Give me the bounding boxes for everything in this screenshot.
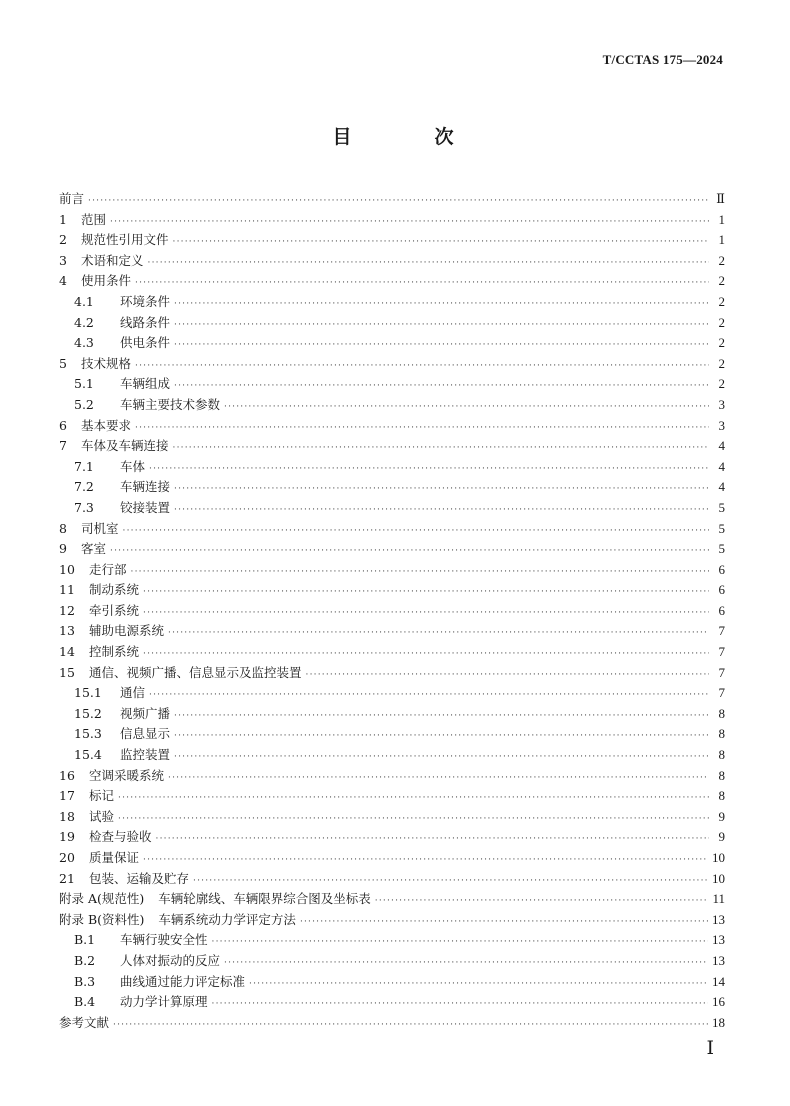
toc-entry[interactable] <box>59 498 725 519</box>
toc-entry[interactable] <box>59 766 725 787</box>
toc-entry[interactable] <box>59 827 725 848</box>
toc-entry[interactable] <box>59 539 725 560</box>
toc-entry-label: 空调采暖系统 <box>89 767 165 783</box>
toc-entry-number: 附录 B(资料性) <box>59 911 145 927</box>
toc-entry-page: 2 <box>718 355 725 371</box>
toc-entry-number: 16 <box>59 767 75 783</box>
toc-entry-number: 2 <box>59 232 67 248</box>
toc-entry-number: 4.3 <box>74 335 94 351</box>
toc-entry-label: 通信 <box>120 685 146 701</box>
toc-dot-leader <box>156 834 709 844</box>
toc-entry-label: 车体及车辆连接 <box>81 438 169 454</box>
toc-entry-label: 视频广播 <box>120 705 171 721</box>
toc-entry[interactable] <box>59 910 725 931</box>
toc-entry[interactable] <box>59 292 725 313</box>
toc-dot-leader <box>168 628 709 638</box>
toc-entry-label: 车辆轮廓线、车辆限界综合图及坐标表 <box>158 891 371 907</box>
toc-dot-leader <box>135 361 709 371</box>
toc-entry[interactable] <box>59 1013 725 1034</box>
toc-entry-label: 车辆连接 <box>120 479 171 495</box>
toc-entry-number: 7.3 <box>74 499 94 515</box>
toc-entry-page: 18 <box>712 1014 725 1030</box>
toc-dot-leader <box>118 814 709 824</box>
toc-entry-number: 10 <box>59 561 75 577</box>
toc-entry-label: 质量保证 <box>89 850 140 865</box>
toc-entry-page: 7 <box>718 623 725 639</box>
toc-entry-number: 3 <box>59 252 67 268</box>
toc-dot-leader <box>174 299 709 309</box>
toc-entry-number: 14 <box>59 644 75 660</box>
toc-entry-number: 11 <box>59 582 75 598</box>
toc-entry[interactable] <box>59 683 725 704</box>
toc-dot-leader <box>168 773 709 783</box>
toc-entry[interactable] <box>59 189 725 210</box>
toc-entry-number: 1 <box>59 211 67 227</box>
toc-entry-number: 4 <box>59 273 67 289</box>
toc-entry-number: 附录 A(规范性) <box>59 891 145 907</box>
toc-entry[interactable] <box>59 869 725 890</box>
toc-entry-number: 15.4 <box>74 747 102 763</box>
toc-entry-number: 21 <box>59 870 75 886</box>
toc-entry-label: 信息显示 <box>120 726 171 742</box>
toc-entry-label: 线路条件 <box>120 314 171 330</box>
toc-entry-page: 7 <box>718 685 725 701</box>
toc-entry-page: 5 <box>718 520 725 536</box>
toc-entry-label: 前言 <box>59 191 85 206</box>
toc-dot-leader <box>113 1020 708 1030</box>
toc-entry-page: 6 <box>718 561 725 577</box>
toc-entry-page: 2 <box>718 314 725 330</box>
toc-entry-label: 使用条件 <box>81 273 132 289</box>
toc-entry-page: 8 <box>718 767 725 783</box>
toc-entry-number: 18 <box>59 808 75 824</box>
toc-entry-label: 规范性引用文件 <box>81 232 169 248</box>
toc-entry-label: 曲线通过能力评定标准 <box>120 973 246 989</box>
toc-entry-number: B.1 <box>74 932 96 948</box>
toc-dot-leader <box>193 876 708 886</box>
toc-entry[interactable] <box>59 519 725 540</box>
toc-dot-leader <box>173 443 709 453</box>
toc-entry-page: 10 <box>712 870 725 886</box>
toc-entry-number: 7 <box>59 438 67 454</box>
toc-entry-label: 车辆行驶安全性 <box>120 932 208 948</box>
toc-entry-label: 车辆系统动力学评定方法 <box>158 911 296 927</box>
toc-entry-page: 13 <box>712 952 725 968</box>
toc-entry-label: 控制系统 <box>89 644 140 660</box>
standard-code: T/CCTAS 175—2024 <box>602 52 723 67</box>
toc-entry-number: 5.1 <box>74 376 94 392</box>
toc-entry-label: 参考文献 <box>59 1014 110 1030</box>
toc-dot-leader <box>174 381 709 391</box>
toc-entry-label: 制动系统 <box>89 582 140 598</box>
toc-dot-leader <box>131 567 709 577</box>
toc-dot-leader <box>135 423 709 433</box>
toc-entry-label: 客室 <box>81 541 107 557</box>
toc-dot-leader <box>88 196 709 206</box>
toc-entry-number: 15 <box>59 664 75 680</box>
toc-entry-number: 7.2 <box>74 479 94 495</box>
toc-entry-label: 铰接装置 <box>120 499 171 515</box>
page-number: Ⅰ <box>706 1038 714 1059</box>
toc-entry-page: 2 <box>718 252 725 268</box>
toc-dot-leader <box>174 484 709 494</box>
toc-dot-leader <box>174 340 709 350</box>
toc-entry[interactable] <box>59 354 725 375</box>
toc-entry[interactable] <box>59 642 725 663</box>
page-title: 目 次 <box>332 126 486 148</box>
toc-dot-leader <box>300 917 708 927</box>
toc-entry-page: 3 <box>718 396 725 412</box>
toc-entry[interactable] <box>59 457 725 478</box>
toc-entry[interactable] <box>59 889 725 910</box>
toc-entry-label: 走行部 <box>89 561 127 577</box>
toc-dot-leader <box>174 505 709 515</box>
toc-entry-number: 5.2 <box>74 396 94 412</box>
toc-entry-label: 术语和定义 <box>81 252 144 268</box>
toc-entry-number: 15.2 <box>74 705 102 721</box>
toc-entry-label: 监控装置 <box>120 747 171 763</box>
toc-entry-label: 检查与验收 <box>89 829 152 845</box>
toc-entry-label: 环境条件 <box>120 293 171 309</box>
toc-entry-label: 司机室 <box>81 520 119 536</box>
toc-entry-page: 6 <box>718 582 725 598</box>
toc-dot-leader <box>148 258 709 268</box>
toc-dot-leader <box>224 958 708 968</box>
toc-entry-number: 6 <box>59 417 67 433</box>
toc-entry-page: 2 <box>718 376 725 392</box>
toc-entry[interactable] <box>59 807 725 828</box>
toc-dot-leader <box>149 464 709 474</box>
toc-dot-leader <box>174 320 709 330</box>
toc-entry[interactable] <box>59 992 725 1013</box>
toc-entry-page: 6 <box>718 602 725 618</box>
toc-entry[interactable] <box>59 745 725 766</box>
toc-entry[interactable] <box>59 601 725 622</box>
toc-entry-label: 车辆组成 <box>120 376 171 392</box>
toc-dot-leader <box>118 793 709 803</box>
toc-entry-number: 9 <box>59 541 67 557</box>
toc-entry-number: 20 <box>59 850 75 865</box>
toc-dot-leader <box>306 670 709 680</box>
toc-entry-label: 动力学计算原理 <box>120 994 208 1010</box>
toc-entry-page: 16 <box>712 994 725 1010</box>
toc-entry-label: 基本要求 <box>81 417 132 433</box>
toc-entry-page: 7 <box>718 664 725 680</box>
toc-entry-number: 15.1 <box>74 685 102 701</box>
toc-entry[interactable] <box>59 951 725 972</box>
toc-dot-leader <box>212 937 708 947</box>
toc-entry-page: 4 <box>718 438 725 454</box>
toc-entry[interactable] <box>59 663 725 684</box>
toc-entry[interactable] <box>59 848 725 869</box>
toc-entry-page: Ⅱ <box>716 191 725 206</box>
toc-entry-number: 5 <box>59 355 67 371</box>
toc-dot-leader <box>224 402 709 412</box>
toc-entry[interactable] <box>59 230 725 251</box>
toc-entry-page: 2 <box>718 293 725 309</box>
toc-entry-number: 7.1 <box>74 458 94 474</box>
toc-dot-leader <box>110 217 709 227</box>
toc-entry-page: 13 <box>712 932 725 948</box>
toc-entry-number: B.2 <box>74 952 96 968</box>
toc-entry-label: 供电条件 <box>120 335 171 351</box>
toc-entry[interactable] <box>59 560 725 581</box>
toc-entry-number: 19 <box>59 829 75 845</box>
toc-dot-leader <box>143 855 708 865</box>
toc-entry-label: 人体对振动的反应 <box>120 952 221 968</box>
toc-dot-leader <box>249 979 708 989</box>
toc-entry-page: 11 <box>712 891 725 907</box>
toc-entry[interactable] <box>59 724 725 745</box>
toc-entry[interactable] <box>59 251 725 272</box>
toc-entry-label: 包装、运输及贮存 <box>89 870 190 886</box>
toc-dot-leader <box>110 546 709 556</box>
toc-dot-leader <box>135 278 709 288</box>
toc-entry-number: B.4 <box>74 994 96 1010</box>
toc-dot-leader <box>173 237 709 247</box>
toc-entry-label: 车辆主要技术参数 <box>120 396 221 412</box>
toc-entry-number: B.3 <box>74 973 96 989</box>
toc-entry-label: 范围 <box>81 211 107 227</box>
toc-entry[interactable] <box>59 210 725 231</box>
table-of-contents <box>59 189 725 1033</box>
toc-entry[interactable] <box>59 436 725 457</box>
toc-dot-leader <box>149 690 709 700</box>
toc-dot-leader <box>375 896 709 906</box>
toc-entry-page: 9 <box>718 829 725 845</box>
toc-entry-page: 2 <box>718 335 725 351</box>
toc-entry-label: 牵引系统 <box>89 602 140 618</box>
toc-entry-page: 8 <box>718 705 725 721</box>
toc-entry[interactable] <box>59 621 725 642</box>
toc-entry[interactable] <box>59 313 725 334</box>
toc-entry-page: 3 <box>718 417 725 433</box>
toc-entry[interactable] <box>59 416 725 437</box>
toc-dot-leader <box>212 999 708 1009</box>
toc-entry-label: 辅助电源系统 <box>89 623 165 639</box>
toc-entry-page: 4 <box>718 458 725 474</box>
toc-entry-page: 8 <box>718 788 725 804</box>
toc-dot-leader <box>143 608 709 618</box>
toc-entry-page: 8 <box>718 726 725 742</box>
toc-entry-number: 15.3 <box>74 726 102 742</box>
toc-dot-leader <box>174 731 709 741</box>
toc-entry-number: 8 <box>59 520 67 536</box>
toc-entry-label: 试验 <box>89 808 115 824</box>
toc-entry-label: 技术规格 <box>81 355 132 371</box>
toc-entry-number: 12 <box>59 602 75 618</box>
toc-entry-number: 13 <box>59 623 75 639</box>
toc-entry-page: 14 <box>712 973 725 989</box>
toc-entry[interactable] <box>59 972 725 993</box>
toc-dot-leader <box>174 752 709 762</box>
toc-entry[interactable] <box>59 580 725 601</box>
toc-entry[interactable] <box>59 374 725 395</box>
toc-entry-number: 17 <box>59 788 75 804</box>
toc-entry-page: 4 <box>718 479 725 495</box>
toc-entry[interactable] <box>59 930 725 951</box>
toc-dot-leader <box>143 649 709 659</box>
toc-entry-number: 4.1 <box>74 293 94 309</box>
toc-entry-page: 2 <box>718 273 725 289</box>
toc-entry-page: 5 <box>718 541 725 557</box>
toc-entry[interactable] <box>59 786 725 807</box>
toc-entry[interactable] <box>59 395 725 416</box>
toc-entry-label: 通信、视频广播、信息显示及监控装置 <box>89 664 302 680</box>
toc-entry-label: 标记 <box>89 788 115 804</box>
toc-entry-page: 1 <box>718 211 725 227</box>
toc-entry-page: 13 <box>712 911 725 927</box>
toc-entry[interactable] <box>59 271 725 292</box>
toc-dot-leader <box>143 587 709 597</box>
toc-dot-leader <box>123 526 709 536</box>
toc-entry[interactable] <box>59 333 725 354</box>
toc-entry-page: 9 <box>718 808 725 824</box>
toc-entry-page: 1 <box>718 232 725 248</box>
toc-entry-page: 8 <box>718 747 725 763</box>
toc-entry-label: 车体 <box>120 458 146 474</box>
toc-entry[interactable] <box>59 704 725 725</box>
toc-entry-page: 5 <box>718 499 725 515</box>
toc-entry-number: 4.2 <box>74 314 94 330</box>
toc-dot-leader <box>174 711 709 721</box>
toc-entry-page: 7 <box>718 644 725 660</box>
toc-entry[interactable] <box>59 477 725 498</box>
toc-entry-page: 10 <box>712 850 725 865</box>
